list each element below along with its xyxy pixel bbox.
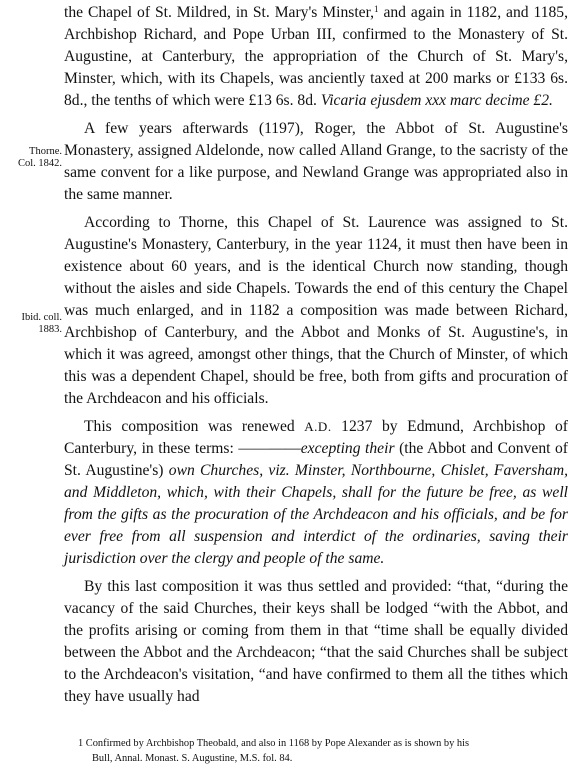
margin-note-thorne-line1: Thorne. (29, 146, 62, 157)
margin-note-thorne (0, 146, 62, 170)
paragraph-4-dash: ———— (238, 440, 301, 457)
paragraph-4-italic-2: own Churches, viz. Minster, Northbourne, Chislet, Faversham, and Middleton, which, with their Chapels, shall for the future be free, as well from the gifts as the procuration of the Archdeacon and his officials, and be for ever free from all suspension and interdict of the ordinaries, saving their jurisdiction over the clergy and people of the same. (64, 462, 568, 567)
paragraph-4-italic-1: excepting their (300, 440, 395, 457)
paragraph-2: A few years afterwards (1197), Roger, the Abbot of St. Augustine's Monastery, assigned Aldelonde, now called Alland Grange, to the sacristy of the same convent for a like purpose, and Newland Grange was appropriated also in the same manner. (64, 120, 568, 203)
margin-note-ibid-line1: Ibid. coll. (21, 312, 62, 323)
paragraph-1-text-b: and again in 1182, and 1185, Archbishop Richard, and Pope Urban III, confirmed to the Monastery of St. Augustine, at Canterbury, the appropriation of the Church of St. Mary's, Minster, which, with its Chapels, was anciently taxed at 200 marks or £133 6s. 8d., the tenths of which were £13 6s. 8d. (64, 4, 568, 109)
paragraph-4-text-b: 1237 by Edmund, Archbishop of Canterbury, in these terms: (64, 418, 568, 457)
paragraph-4-ad: A.D. (304, 419, 332, 434)
footnote-line-2: Bull, Annal. Monast. S. Augustine, M.S. fol. 84. (92, 753, 293, 764)
margin-note-ibid-line2: 1883. (38, 324, 62, 335)
paragraph-1-italic: Vicaria ejusdem xxx marc decime £2. (320, 92, 553, 109)
body-text (64, 2, 568, 708)
footnote-ref: 1 (374, 4, 379, 14)
margin-note-thorne-line2: Col. 1842. (17, 158, 62, 169)
paragraph-1 (64, 2, 568, 112)
margin-note-ibid (0, 312, 62, 336)
footnote (78, 736, 566, 766)
paragraph-4 (64, 416, 568, 570)
paragraph-1-text-a: the Chapel of St. Mildred, in St. Mary's Minster, (64, 4, 375, 21)
paragraph-5: By this last composition it was thus settled and provided: “that, “during the vacancy of the said Churches, their keys shall be lodged “with the Abbot, and the profits arising or coming from them in that “time shall be equally divided between the Abbot and the Archdeacon; “that the said Churches shall be subject to the Archdeacon's visitation, “and have confirmed to them all the tithes which they have usually had (64, 578, 568, 705)
paragraph-4-text-a: This composition was renewed (84, 418, 305, 435)
paragraph-4-text-c: (the Abbot and Convent of St. Augustine's) (64, 440, 568, 479)
footnote-line-1: 1 Confirmed by Archbishop Theobald, and also in 1168 by Pope Alexander as is shown by his (78, 738, 470, 749)
paragraph-3: According to Thorne, this Chapel of St. Laurence was assigned to St. Augustine's Monastery, Canterbury, in the year 1124, it must then have been in existence about 60 years, and is the identical Church now standing, though without the aisles and side Chapels. Towards the end of this century the Chapel was much enlarged, and in 1182 a composition was made between Richard, Archbishop of Canterbury, and the Abbot and Monks of St. Augustine's, in which it was agreed, amongst other things, that the Church of Minster, of which this was a dependent Chapel, should be free, both from gifts and procuration of the Archdeacon and his officials. (64, 214, 568, 407)
